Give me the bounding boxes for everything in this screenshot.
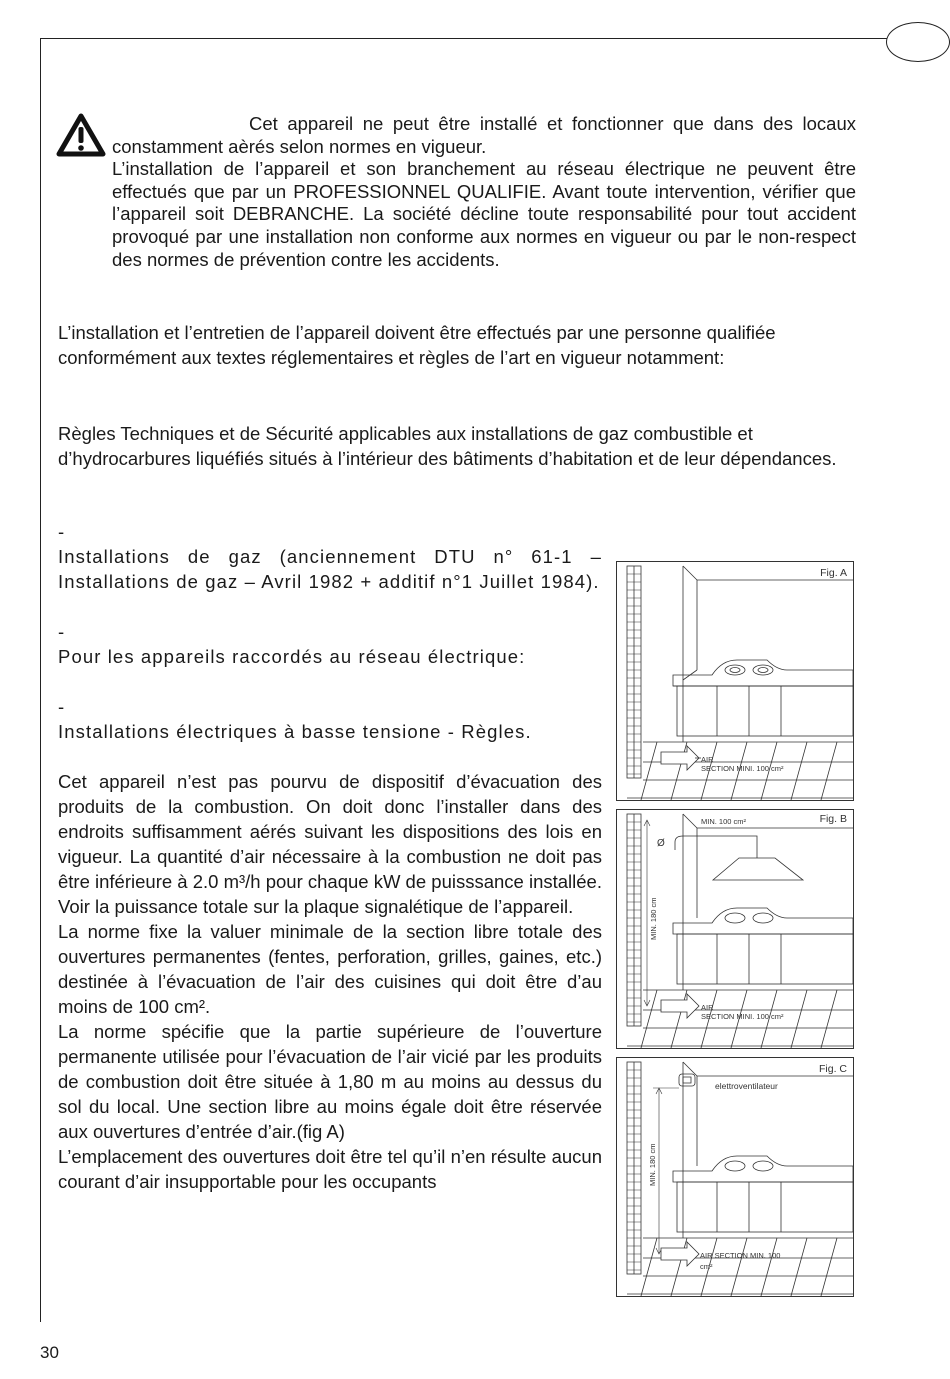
left-column <box>58 519 602 1194</box>
figure-b <box>616 809 854 1049</box>
figure-a-title: Fig. A <box>820 567 847 579</box>
body-paragraph-3: La norme fixe la valuer minimale de la section libre totale des ouvertures permanentes (fentes, perforation, grilles, gaines, etc.) destinée à l’évacuation de l’air des cuisines qui doit être d’au moins de 100 cm². <box>58 921 602 1017</box>
list-item-1: Installations de gaz (anciennement DTU n° 61-1 – Installations de gaz – Avril 1982 + additif n°1 Juillet 1984). <box>58 546 602 592</box>
list-dash-3: - <box>58 696 65 717</box>
list-item-3: Installations électriques à basse tensione - Règles. <box>58 721 532 742</box>
rules-text: Règles Techniques et de Sécurité applicables aux installations de gaz combustible et d’hydrocarbures liquéfiés situés à l’intérieur des bâtiments d’habitation et de leur dépendances. <box>58 423 837 469</box>
body-paragraph-4: La norme spécifie que la partie supérieure de l’ouverture permanente utilisée pour l’évacuation de l’air vicié par les produits de combustion doit être située à 1,80 m au moins au dessus du sol du local. Une section libre au moins égale doit être réservée aux ouvertures d’entrée d’air.(fig A) <box>58 1021 602 1142</box>
warning-triangle-icon <box>56 113 106 157</box>
figure-b-height: MIN. 180 cm <box>649 897 658 940</box>
warning-line-2: L’installation de l’appareil et son branchement au réseau électrique ne peuvent être effectués que par un PROFESSIONNEL QUALIFIE. Avant toute intervention, vérifier que l’appareil soit DEBRANCHE. La société décline toute responsabilité pour tout accident provoqué par une installation non conforme aux normes en vigueur ou par le non-respect des normes de prévention contre les accidents. <box>112 158 856 270</box>
page-number: 30 <box>40 1343 59 1362</box>
list-dash-1: - <box>58 521 65 542</box>
figure-b-section-label: SECTION MINI. 100 cm² <box>701 1012 784 1021</box>
body-paragraph-1: Cet appareil n’est pas pourvu de dispositif d’évacuation des produits de la combustion. On doit donc l’installer dans des endroits suffisamment aérés suivant les dispositions des lois en vigueur. La quantité d’air nécessaire à la combustion ne doit pas être inférieure à 2.0 m³/h pour chaque kW de puisssance installée. <box>58 771 602 892</box>
warning-line-1: Cet appareil ne peut être installé et fonctionner que dans des locaux constamment aèrés selon normes en vigueur. <box>112 113 856 157</box>
rules-paragraph <box>58 421 858 471</box>
figure-a-drawing <box>617 562 853 800</box>
figure-c-title: Fig. C <box>818 1063 847 1075</box>
list-item-2: Pour les appareils raccordés au réseau électrique: <box>58 646 526 667</box>
figure-b-diameter: Ø <box>657 838 665 849</box>
figure-b-title: Fig. B <box>819 813 847 825</box>
figure-b-drawing <box>617 810 853 1048</box>
figure-c-height: MIN. 180 cm <box>648 1143 657 1186</box>
body-paragraph-5: L’emplacement des ouvertures doit être tel qu’il n’en résulte aucun courant d’air insupportable pour les occupants <box>58 1146 602 1192</box>
figure-b-air-label: AIR <box>701 1003 714 1012</box>
frame-top-rule <box>40 38 888 39</box>
figure-b-min-top: MIN. 100 cm² <box>701 817 747 826</box>
figure-c-fan-label: elettroventilateur <box>715 1081 778 1091</box>
figure-a-air-label: AIR <box>701 755 714 764</box>
figure-c <box>616 1057 854 1297</box>
figure-a <box>616 561 854 801</box>
figure-c-section-label: AIR SECTION MIN. 100 <box>700 1251 781 1260</box>
intro-paragraph <box>58 320 858 370</box>
language-tab <box>886 22 950 62</box>
list-dash-2: - <box>58 621 65 642</box>
intro-text: L’installation et l’entretien de l’appareil doivent être effectués par une personne qualifiée conformément aux textes réglementaires et règles de l’art en vigueur notamment: <box>58 322 776 368</box>
frame-left-rule <box>40 38 41 1322</box>
figure-c-drawing <box>617 1058 853 1296</box>
figure-c-section-unit: cm² <box>700 1262 713 1271</box>
figure-a-section-label: SECTION MINI. 100 cm² <box>701 764 784 773</box>
warning-text <box>112 113 856 271</box>
body-paragraph-2: Voir la puissance totale sur la plaque signalétique de l’appareil. <box>58 896 574 917</box>
